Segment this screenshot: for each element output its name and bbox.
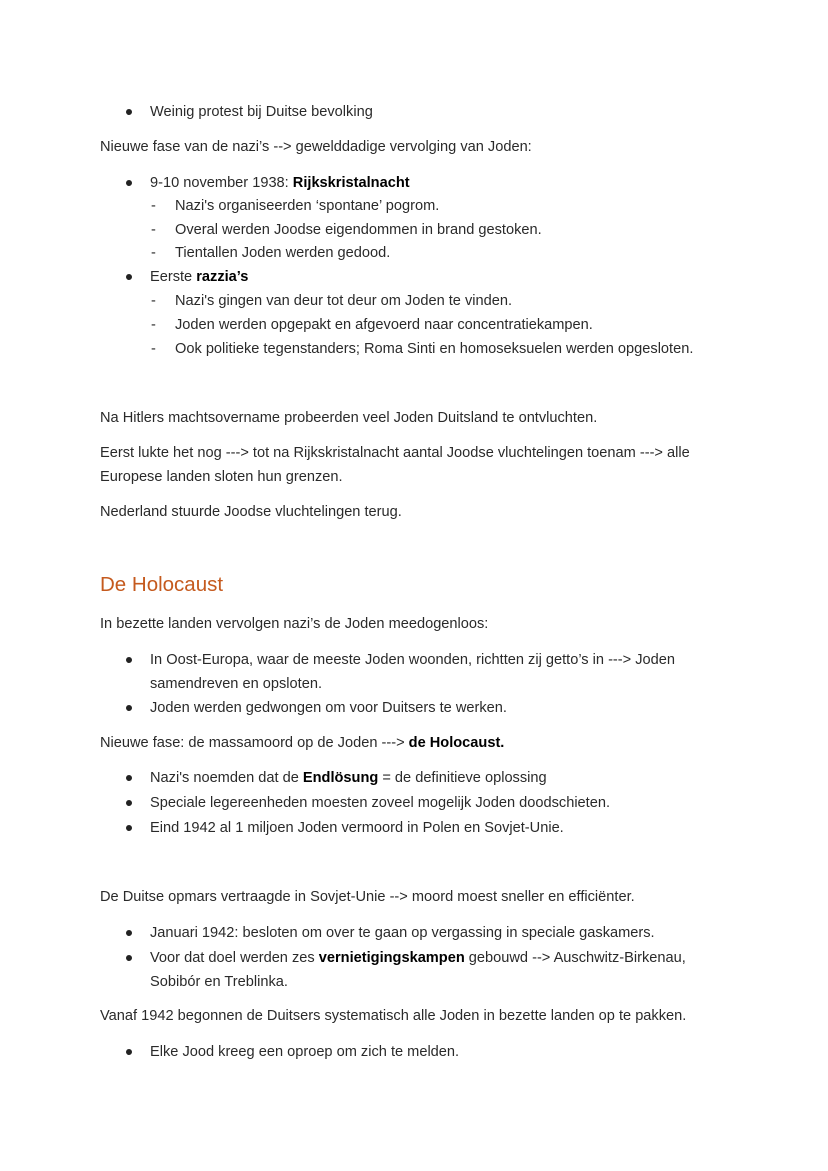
sub-bullet-text: Overal werden Joodse eigendommen in brand gestoken. — [175, 222, 542, 238]
dash-marker: - — [151, 317, 156, 333]
bullet-text: Elke Jood kreeg een oproep om zich te melden. — [150, 1044, 460, 1060]
bullet-dot — [126, 180, 132, 186]
bullet-dot — [126, 109, 132, 115]
bullet-dot — [126, 1049, 132, 1055]
sub-bullet-text: Ook politieke tegenstanders; Roma Sinti en homoseksuelen werden opgesloten. — [175, 341, 694, 357]
paragraph: Nieuwe fase van de nazi’s --> gewelddadige vervolging van Joden: — [100, 139, 532, 155]
bullet-text: Weinig protest bij Duitse bevolking — [150, 104, 373, 120]
bullet-dot — [126, 705, 132, 711]
bullet-dot — [126, 930, 132, 936]
bullet-dot — [126, 955, 132, 961]
bullet-text: Speciale legereenheden moesten zoveel mogelijk Joden doodschieten. — [150, 795, 611, 811]
paragraph: Europese landen sloten hun grenzen. — [100, 469, 343, 485]
bullet-dot — [126, 775, 132, 781]
bullet-text: samendreven en opsloten. — [150, 676, 322, 692]
text-span: Eerste — [150, 269, 197, 285]
bold-term: razzia’s — [196, 269, 249, 285]
bullet-text — [150, 948, 686, 968]
paragraph: Eerst lukte het nog ---> tot na Rijkskristalnacht aantal Joodse vluchtelingen toenam ---> alle — [100, 445, 690, 461]
paragraph: Na Hitlers machtsovername probeerden veel Joden Duitsland te ontvluchten. — [100, 410, 598, 426]
paragraph: Vanaf 1942 begonnen de Duitsers systematisch alle Joden in bezette landen op te pakken. — [100, 1008, 687, 1024]
text-span: = de definitieve oplossing — [378, 770, 547, 786]
bold-term: Endlösung — [302, 770, 379, 786]
bullet-text: Sobibór en Treblinka. — [150, 974, 288, 990]
bullet-text — [150, 173, 410, 193]
bullet-dot — [126, 825, 132, 831]
bullet-text: Joden werden gedwongen om voor Duitsers te werken. — [150, 700, 507, 716]
bullet-text: Januari 1942: besloten om over te gaan op vergassing in speciale gaskamers. — [150, 925, 655, 941]
sub-bullet-text: Nazi's gingen van deur tot deur om Joden te vinden. — [175, 293, 513, 309]
sub-bullet-text: Tientallen Joden werden gedood. — [175, 245, 391, 261]
text-span: Nazi's noemden dat de — [150, 770, 303, 786]
paragraph: De Duitse opmars vertraagde in Sovjet-Unie --> moord moest sneller en efficiënter. — [100, 889, 635, 905]
bold-term: de Holocaust. — [408, 735, 505, 751]
bullet-text — [150, 768, 547, 788]
bullet-dot — [126, 800, 132, 806]
dash-marker: - — [151, 222, 156, 238]
bullet-dot — [126, 657, 132, 663]
bold-term: Rijkskristalnacht — [292, 175, 410, 191]
paragraph: Nederland stuurde Joodse vluchtelingen terug. — [100, 504, 402, 520]
text-span: 9-10 november 1938: — [150, 175, 293, 191]
bullet-text — [150, 267, 248, 287]
paragraph — [100, 733, 504, 753]
dash-marker: - — [151, 198, 156, 214]
section-heading: De Holocaust — [100, 573, 224, 596]
dash-marker: - — [151, 293, 156, 309]
sub-bullet-text: Joden werden opgepakt en afgevoerd naar concentratiekampen. — [175, 317, 593, 333]
sub-bullet-text: Nazi's organiseerden ‘spontane’ pogrom. — [175, 198, 440, 214]
text-span: Nieuwe fase: de massamoord op de Joden ---> — [100, 735, 409, 751]
dash-marker: - — [151, 245, 156, 261]
bold-term: vernietigingskampen — [318, 950, 465, 966]
bullet-text: Eind 1942 al 1 miljoen Joden vermoord in Polen en Sovjet-Unie. — [150, 820, 564, 836]
dash-marker: - — [151, 341, 156, 357]
bullet-text: In Oost-Europa, waar de meeste Joden woonden, richtten zij getto’s in ---> Joden — [150, 652, 675, 668]
text-span: gebouwd --> Auschwitz-Birkenau, — [464, 950, 686, 966]
bullet-dot — [126, 274, 132, 280]
text-span: Voor dat doel werden zes — [150, 950, 319, 966]
paragraph: In bezette landen vervolgen nazi’s de Joden meedogenloos: — [100, 616, 489, 632]
